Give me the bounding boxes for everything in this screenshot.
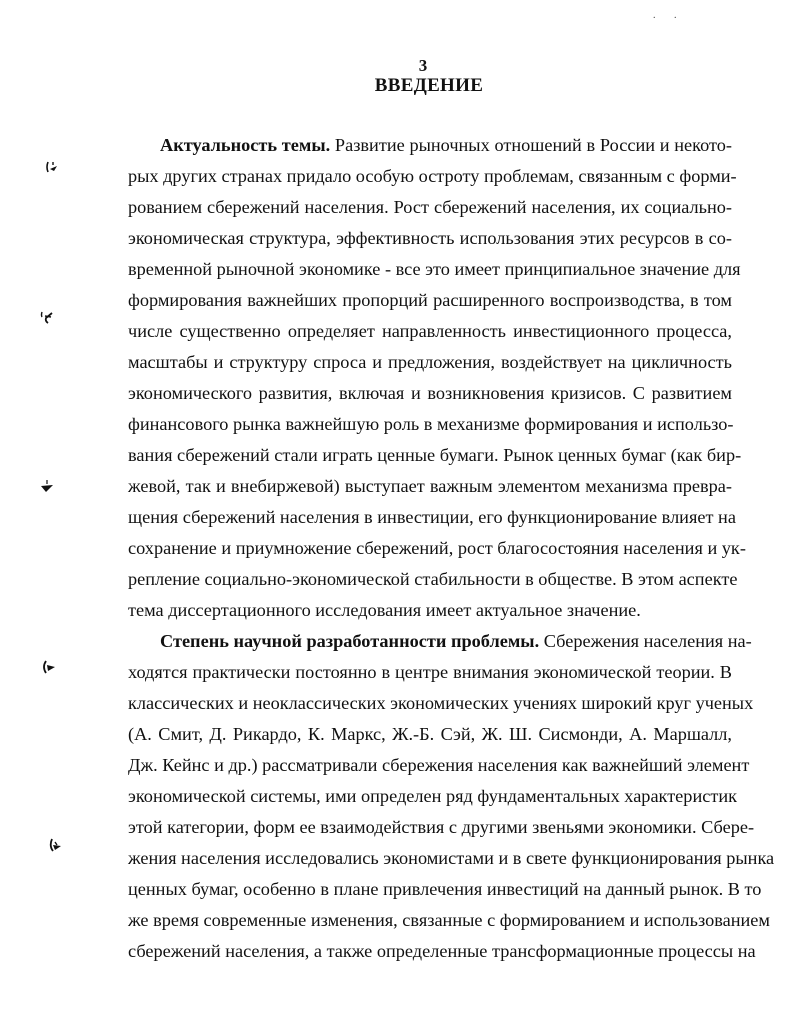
section-heading: Степень научной разработанности проблемы.: [160, 631, 540, 651]
paragraph-line: рованием сбережений населения. Рост сбережений населения, их социально-: [128, 197, 732, 217]
scan-artifact-dots: . .: [653, 10, 685, 21]
paragraph-line: жения населения исследовались экономистами и в свете функционирования рынка: [128, 848, 775, 868]
paragraph-line: классических и неоклассических экономических учениях широкий круг ученых: [128, 693, 754, 713]
paragraph-line: (А. Смит, Д. Рикардо, К. Маркс, Ж.-Б. Сэй, Ж. Ш. Сисмонди, А. Маршалл,: [128, 724, 732, 744]
paragraph-line: экономического развития, включая и возникновения кризисов. С развитием: [128, 383, 732, 403]
paragraph-line: жевой, так и внебиржевой) выступает важным элементом механизма превра-: [128, 476, 732, 496]
section-heading: Актуальность темы.: [160, 135, 331, 155]
paragraph-line: щения сбережений населения в инвестиции, его функционирование влияет на: [128, 507, 736, 527]
paragraph-line: сбережений населения, а также определенные трансформационные процессы на: [128, 941, 756, 961]
handwritten-mark-icon: [45, 160, 59, 174]
paragraph-line: ценных бумаг, особенно в плане привлечения инвестиций на данный рынок. В то: [128, 879, 762, 899]
paragraph-line: числе существенно определяет направленность инвестиционного процесса,: [128, 321, 732, 341]
paragraph-line: Актуальность темы. Развитие рыночных отношений в России и некото-: [160, 135, 733, 155]
paragraph-line: сохранение и приумножение сбережений, рост благосостояния населения и ук-: [128, 538, 746, 558]
paragraph-line: рых других странах придало особую остроту проблемам, связанным с форми-: [128, 166, 737, 186]
paragraph-line: финансового рынка важнейшую роль в механизме формирования и использо-: [128, 414, 734, 434]
handwritten-mark-icon: [40, 310, 54, 324]
paragraph-line: вания сбережений стали играть ценные бумаги. Рынок ценных бумаг (как бир-: [128, 445, 742, 465]
handwritten-mark-icon: [42, 660, 56, 674]
page-number: 3: [418, 56, 428, 75]
paragraph-line: ходятся практически постоянно в центре внимания экономической теории. В: [128, 662, 732, 682]
paragraph-line: этой категории, форм ее взаимодействия с другими звеньями экономики. Сбере-: [128, 817, 755, 837]
handwritten-mark-icon: [40, 480, 54, 494]
paragraph-line: Дж. Кейнс и др.) рассматривали сбережения населения как важнейший элемент: [128, 755, 750, 775]
paragraph-line: экономической системы, ими определен ряд фундаментальных характеристик: [128, 786, 737, 806]
paragraph-line: Степень научной разработанности проблемы. Сбережения населения на-: [160, 631, 752, 651]
paragraph-line: тема диссертационного исследования имеет актуальное значение.: [128, 600, 641, 620]
paragraph-line: же время современные изменения, связанные с формированием и использованием: [128, 910, 770, 930]
paragraph-line: масштабы и структуру спроса и предложения, воздействует на цикличность: [128, 352, 732, 372]
handwritten-mark-icon: [48, 838, 62, 852]
paragraph-line: временной рыночной экономике - все это имеет принципиальное значение для: [128, 259, 741, 279]
paragraph-line: формирования важнейших пропорций расширенного воспроизводства, в том: [128, 290, 732, 310]
paragraph-line: экономическая структура, эффективность использования этих ресурсов в со-: [128, 228, 732, 248]
paragraph-line: репление социально-экономической стабильности в обществе. В этом аспекте: [128, 569, 738, 589]
page-title: ВВЕДЕНИЕ: [374, 75, 484, 96]
